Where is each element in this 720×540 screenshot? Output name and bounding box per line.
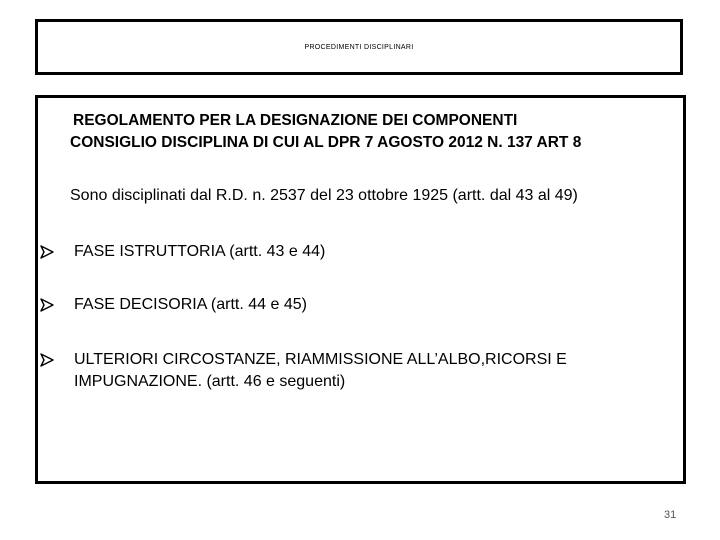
bullet-text: FASE DECISORIA (artt. 44 e 45)	[74, 296, 307, 313]
page-number: 31	[664, 509, 677, 521]
intro-text: Sono disciplinati dal R.D. n. 2537 del 23 ottobre 1925 (artt. dal 43 al 49)	[70, 187, 578, 204]
bullet-text: FASE ISTRUTTORIA (artt. 43 e 44)	[74, 243, 326, 260]
arrow-bullet-icon	[40, 241, 56, 259]
arrow-bullet-icon	[40, 294, 56, 312]
arrow-bullet-icon	[40, 349, 56, 367]
header-title: PROCEDIMENTI DISCIPLINARI	[304, 44, 414, 51]
bullet-text: ULTERIORI CIRCOSTANZE, RIAMMISSIONE ALL’ALBO,RICORSI E	[74, 351, 567, 368]
heading	[70, 110, 582, 154]
heading-line-1: REGOLAMENTO PER LA DESIGNAZIONE DEI COMPONENTI	[73, 112, 518, 129]
header-box	[35, 19, 683, 75]
bullet-text-continuation: IMPUGNAZIONE. (artt. 46 e seguenti)	[74, 373, 346, 390]
content-box	[35, 95, 686, 484]
heading-line-2: CONSIGLIO DISCIPLINA DI CUI AL DPR 7 AGOSTO 2012 N. 137 ART 8	[70, 134, 582, 151]
